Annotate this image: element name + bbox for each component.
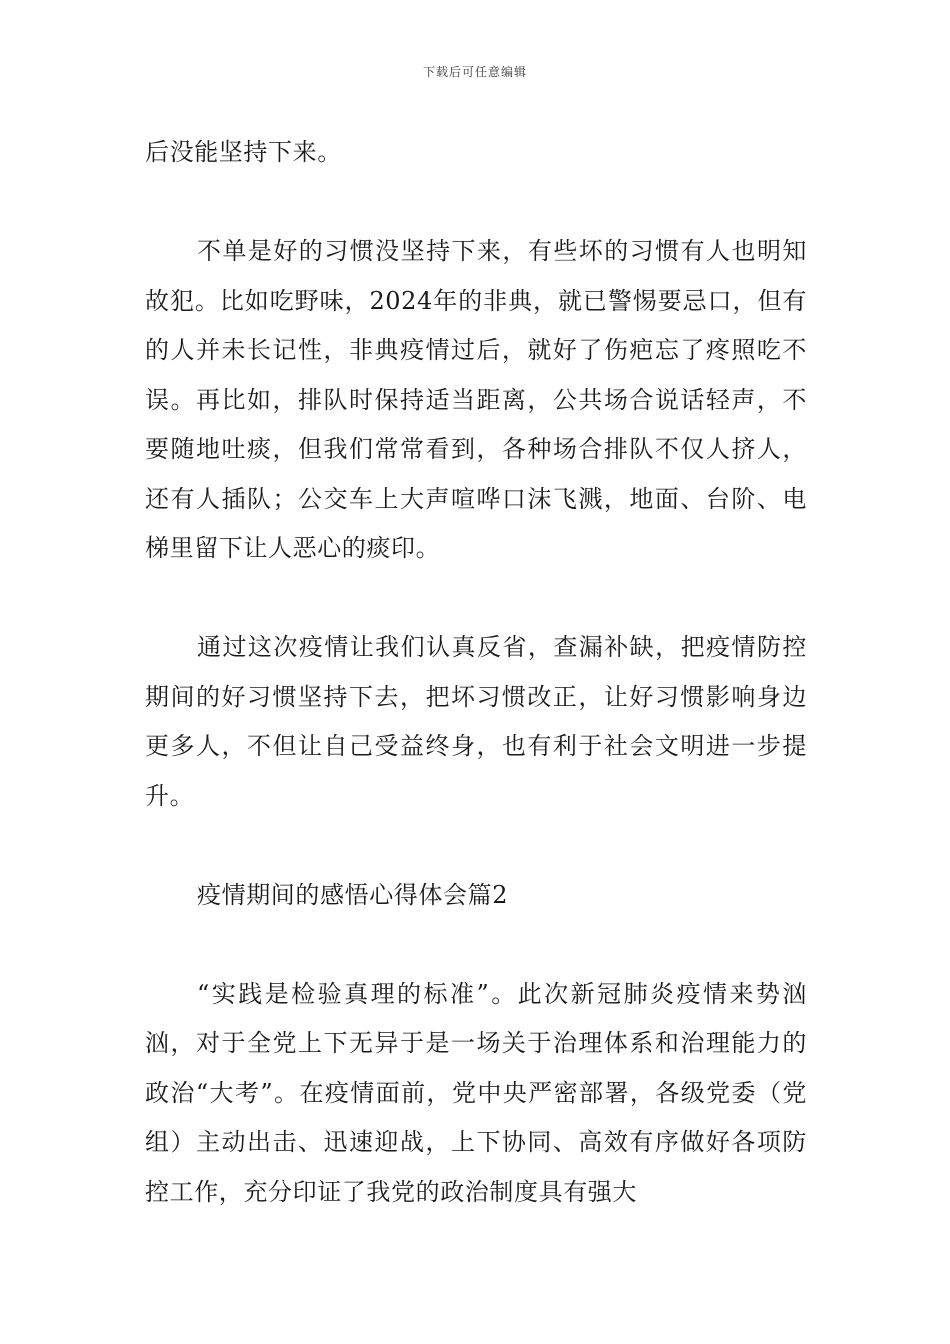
paragraph-practice: “实践是检验真理的标准”。此次新冠肺炎疫情来势汹汹，对于全党上下无异于是一场关于治理体系和治理能力的政治“大考”。在疫情面前，党中央严密部署，各级党委（党组）主动出击、迅速迎战，上下协同、高效有序做好各项防控工作，充分印证了我党的政治制度具有强大 [145,979,807,1206]
paragraph-reflection: 通过这次疫情让我们认真反省，查漏补缺，把疫情防控期间的好习惯坚持下去，把坏习惯改正，让好习惯影响身边更多人，不但让自己受益终身，也有利于社会文明进一步提升。 [145,633,807,810]
paragraph-continuation: 后没能坚持下来。 [145,138,342,166]
document-body [145,128,807,1217]
paragraph-bad-habits: 不单是好的习惯没坚持下来，有些坏的习惯有人也明知故犯。比如吃野味，2024年的非典，就已警惕要忌口，但有的人并未长记性，非典疫情过后，就好了伤疤忘了疼照吃不误。再比如，排队时保持适当距离，公共场合说话轻声，不要随地吐痰，但我们常常看到，各种场合排队不仅人挤人，还有人插队；公交车上大声喧哗口沫飞溅，地面、台阶、电梯里留下让人恶心的痰印。 [145,237,807,562]
page-header-note: 下载后可任意编辑 [422,65,527,79]
section-title: 疫情期间的感悟心得体会篇2 [197,880,509,909]
